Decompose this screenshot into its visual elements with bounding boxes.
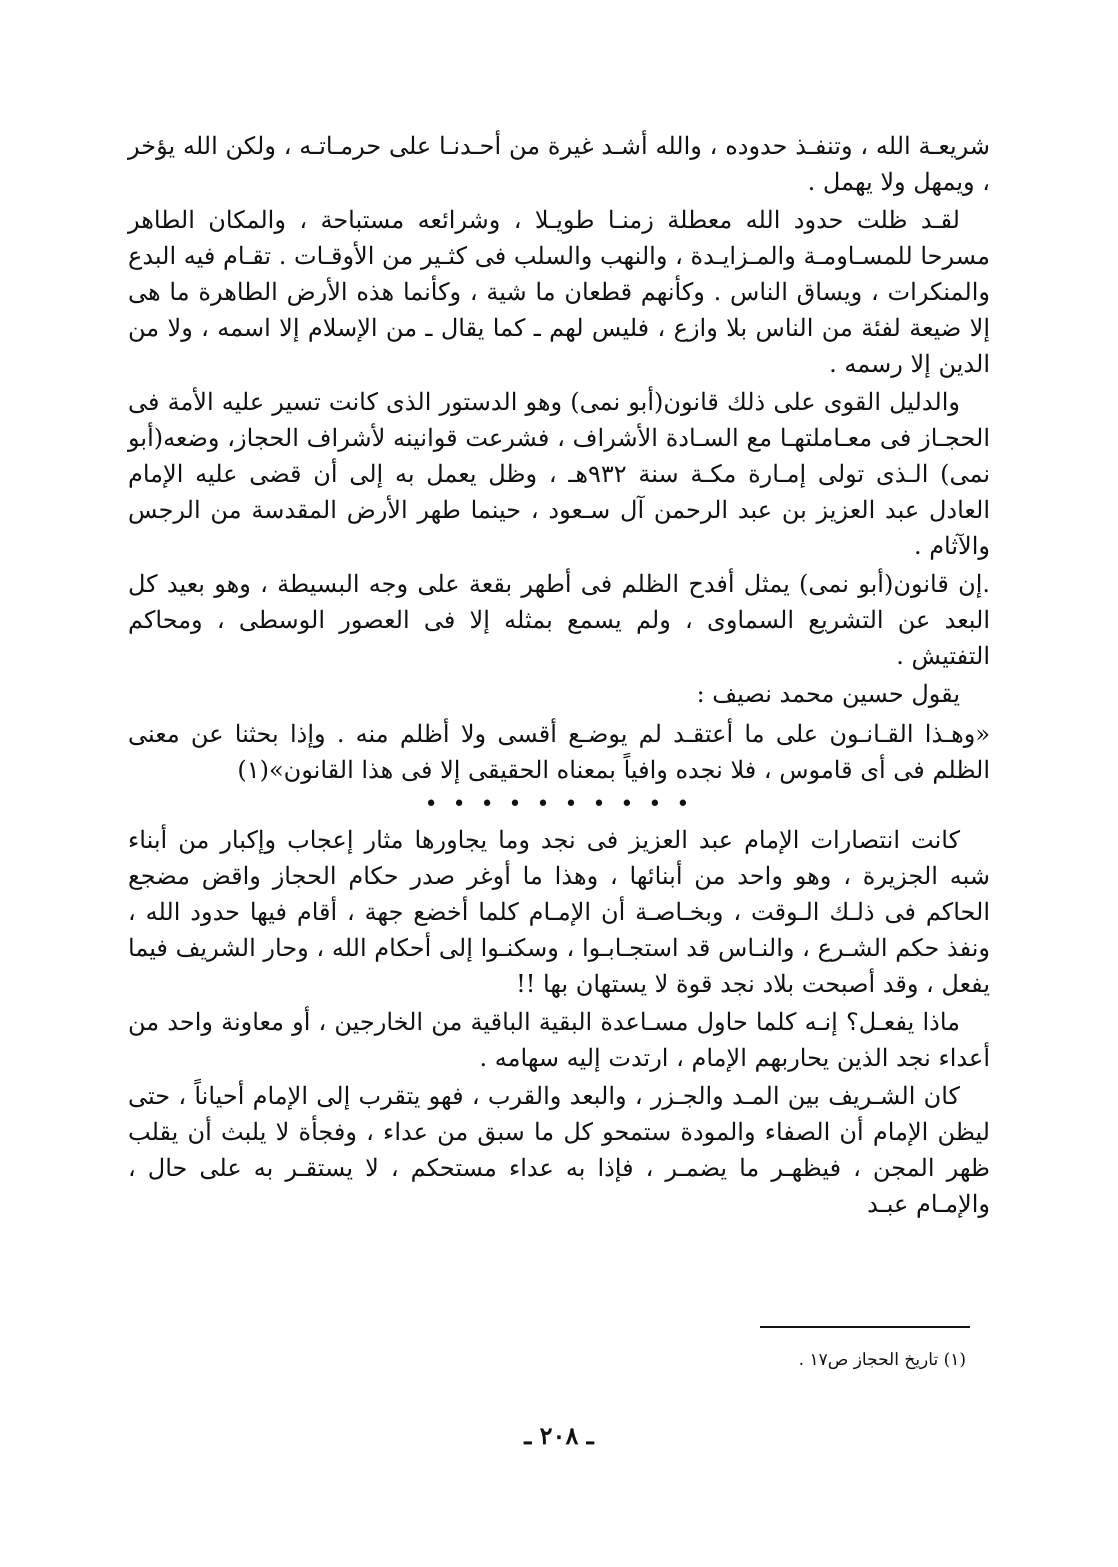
paragraph: لقـد ظلت حدود الله معطلة زمنـا طويـلا ، وشرائعه مستباحة ، والمكان الطاهر مسرحا للمسـاومـة والمـزايـدة ، والنهب والسلب فى كثـير من الأوقـات . تقـام فيه البدع والمنكرات ، ويساق الناس . وكأنهم قطعان ما شية ، وكأنما هذه الأرض الطاهرة ما هى إلا ضيعة لفئة من الناس بلا وازع ، فليس لهم ـ كما يقال ـ من الإسلام إلا اسمه ، ولا من الدين إلا رسمه .: [128, 206, 990, 378]
paragraph: كانت انتصارات الإمام عبد العزيز فى نجد وما يجاورها مثار إعجاب وإكبار من أبناء شبه الجزيرة ، وهو واحد من أبنائها ، وهذا ما أوغر صدر حكام الحجاز واقض مضجع الحاكم فى ذلـك الـوقت ، وبخـاصـة أن الإمـام كلما أخضع جهة ، أقام فيها حدود الله ، ونفذ حكم الشـرع ، والنـاس قد استجـابـوا ، وسكنـوا إلى أحكام الله ، وحار الشريف فيما يفعل ، وقد أصبحت بلاد نجد قوة لا يستهان بها !!: [128, 826, 990, 998]
paragraph: والدليل القوى على ذلك قانون(أبو نمى) وهو الدستور الذى كانت تسير عليه الأمة فى الحجـاز فى معـاملتهـا مع السـادة الأشراف ، فشرعت قوانينه لأشراف الحجاز، وضعه(أبو نمى) الـذى تولى إمـارة مكـة سنة ٩٣٢هـ ، وظل يعمل به إلى أن قضى عليه الإمام العادل عبد العزيز بن عبد الرحمن آل سـعود ، حينما طهر الأرض المقدسة من الرجس والآثام .: [128, 388, 991, 560]
paragraph: ماذا يفعـل؟ إنـه كلما حاول مسـاعدة البقية الباقية من الخارجين ، أو معاونة واحد من أعداء نجد الذين يحاربهم الإمام ، ارتدت إليه سهامه .: [128, 1008, 990, 1072]
block-quote: «وهـذا القـانـون على ما أعتقـد لم يوضـع أقسى ولا أظلم منه . وإذا بحثنا عن معنى الظلم فى أى قاموس ، فلا نجده وافياً بمعناه الحقيقى إلا فى هذا القانون»(١): [128, 720, 990, 784]
main-text-body: [128, 128, 990, 1224]
paragraph: شريعـة الله ، وتنفـذ حدوده ، والله أشـد غيرة من أحـدنـا على حرمـاتـه ، ولكن الله يؤخر ، ويمهل ولا يهمل .: [128, 132, 990, 196]
footnote-divider: [760, 1326, 970, 1328]
page-number: ـ ٢٠٨ ـ: [524, 1421, 594, 1450]
footnote: (١) تاريخ الحجاز ص١٧ .: [798, 1350, 966, 1370]
quote-intro: يقول حسين محمد نصيف :: [696, 680, 960, 708]
paragraph: .إن قانون(أبو نمى) يمثل أفدح الظلم فى أطهر بقعة على وجه البسيطة ، وهو بعيد كل البعد عن التشريع السماوى ، ولم يسمع بمثله إلا فى العصور الوسطى ، ومحاكم التفتيش .: [128, 570, 990, 670]
section-separator: • • • • • • • • • •: [424, 792, 694, 817]
paragraph: كان الشـريف بين المـد والجـزر ، والبعد والقرب ، فهو يتقرب إلى الإمام أحياناً ، حتى ليظن الإمام أن الصفاء والمودة ستمحو كل ما سبق من عداء ، وفجأة لا يلبث أن يقلب ظهر المجن ، فيظهـر ما يضمـر ، فإذا به عداء مستحكم ، لا يستقـر به على حال ، والإمـام عبـد: [128, 1082, 990, 1218]
